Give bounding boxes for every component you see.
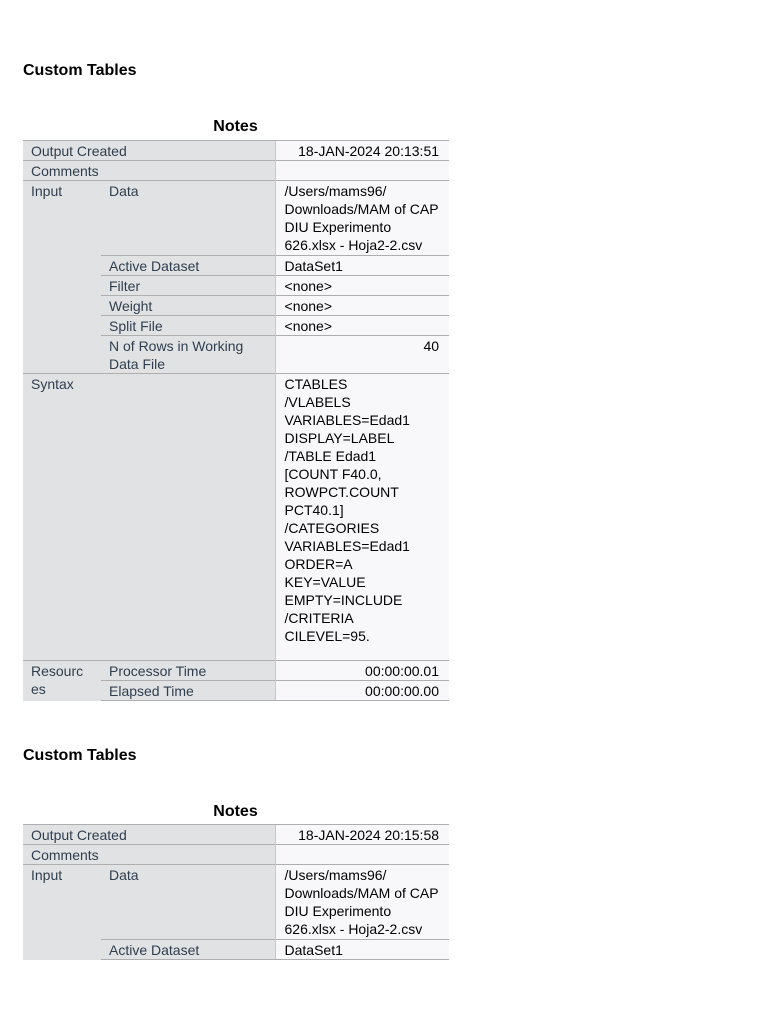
table-row (23, 825, 449, 845)
cell-value: 40 (275, 336, 449, 374)
cell-value: <none> (275, 276, 449, 296)
cell-value: 18-JAN-2024 20:15:58 (275, 825, 449, 845)
row-label: Split File (101, 316, 275, 336)
row-label: Comments (23, 845, 275, 865)
cell-value: DataSet1 (275, 256, 449, 276)
notes-table (23, 824, 449, 960)
row-label: Filter (101, 276, 275, 296)
row-label: Syntax (23, 374, 275, 661)
table-row (23, 661, 449, 681)
section-title: Custom Tables (23, 747, 137, 764)
cell-value: 00:00:00.01 (275, 661, 449, 681)
row-group-label: Input (23, 865, 101, 960)
cell-value (275, 845, 449, 865)
table-row (23, 865, 449, 940)
row-label: Active Dataset (101, 256, 275, 276)
row-label: Output Created (23, 825, 275, 845)
notes-table (23, 140, 449, 701)
table-caption: Notes (213, 803, 258, 820)
syntax-value: CTABLES /VLABELS VARIABLES=Edad1 DISPLAY=LABEL /TABLE Edad1 [COUNT F40.0, ROWPCT.COUNT PCT40.1] /CATEGORIES VARIABLES=Edad1 ORDER=A KEY=VALUE EMPTY=INCLUDE /CRITERIA CILEVEL=95. (275, 374, 449, 661)
cell-value: <none> (275, 316, 449, 336)
row-label: Elapsed Time (101, 681, 275, 701)
row-label: Output Created (23, 141, 275, 161)
table-caption: Notes (213, 118, 258, 135)
cell-value: <none> (275, 296, 449, 316)
cell-value: 00:00:00.00 (275, 681, 449, 701)
row-label: Active Dataset (101, 940, 275, 960)
cell-value: /Users/mams96/ Downloads/MAM of CAP DIU Experimento 626.xlsx - Hoja2-2.csv (275, 865, 449, 940)
cell-value: DataSet1 (275, 940, 449, 960)
table-row (23, 845, 449, 865)
table-row (23, 141, 449, 161)
table-row (23, 374, 449, 661)
cell-value (275, 161, 449, 181)
table-row (23, 181, 449, 256)
cell-value: /Users/mams96/ Downloads/MAM of CAP DIU Experimento 626.xlsx - Hoja2-2.csv (275, 181, 449, 256)
row-label: Data (101, 181, 275, 256)
cell-value: 18-JAN-2024 20:13:51 (275, 141, 449, 161)
row-label: N of Rows in Working Data File (101, 336, 275, 374)
row-label: Comments (23, 161, 275, 181)
row-label: Data (101, 865, 275, 940)
row-group-label: Resourc es (23, 661, 101, 701)
row-label: Processor Time (101, 661, 275, 681)
section-title: Custom Tables (23, 62, 137, 79)
row-group-label: Input (23, 181, 101, 374)
row-label: Weight (101, 296, 275, 316)
table-row (23, 161, 449, 181)
